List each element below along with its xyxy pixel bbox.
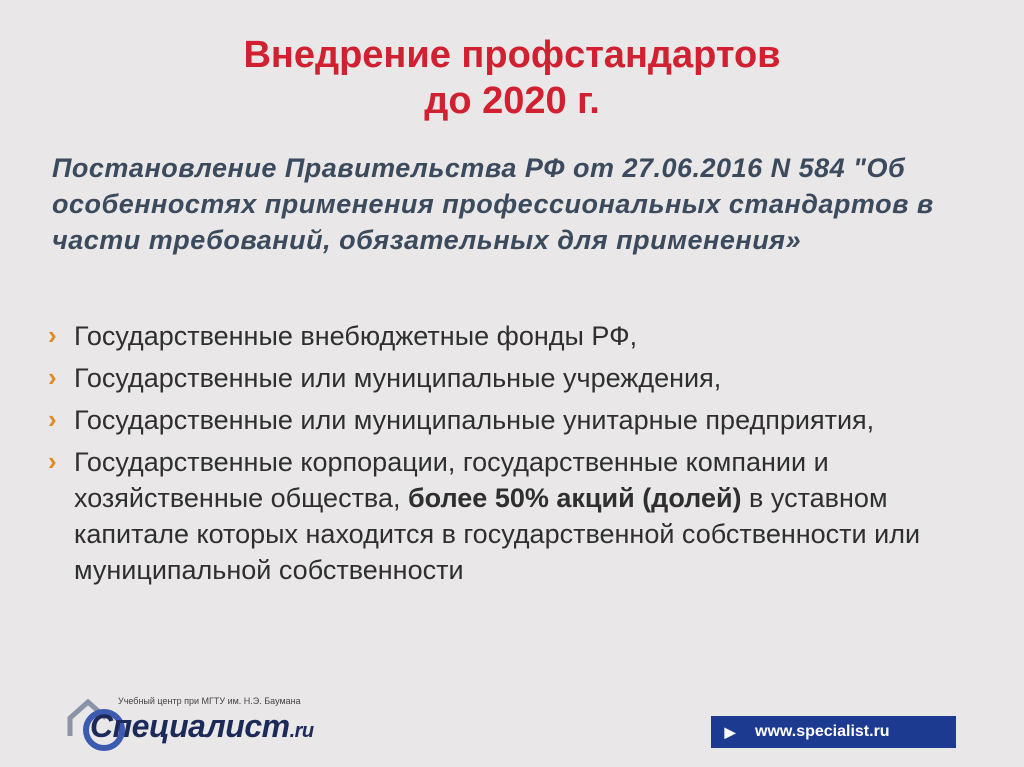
list-item-text: Государственные или муниципальные учреждения, bbox=[74, 363, 722, 393]
chevron-bullet-icon: › bbox=[48, 446, 57, 476]
chevron-bullet-icon: › bbox=[48, 320, 57, 350]
list-item bbox=[48, 318, 988, 354]
slide-title bbox=[0, 32, 1024, 124]
title-line-1: Внедрение профстандартов bbox=[243, 34, 781, 76]
specialist-logo bbox=[66, 688, 314, 752]
chevron-bullet-icon: › bbox=[48, 404, 57, 434]
list-item bbox=[48, 402, 988, 438]
list-item-text-part-a: Государственные корпорации, государственные компании и хозяйственные общества, bbox=[74, 447, 829, 513]
chevron-bullet-icon: › bbox=[48, 362, 57, 392]
bullet-list bbox=[48, 318, 988, 594]
list-item bbox=[48, 444, 988, 588]
footer-website-bar[interactable] bbox=[711, 716, 956, 748]
logo-wordmark bbox=[90, 708, 314, 745]
list-item-text: Государственные внебюджетные фонды РФ, bbox=[74, 321, 638, 351]
logo-main-text: Специалист bbox=[90, 708, 290, 744]
footer-url[interactable]: www.specialist.ru bbox=[755, 723, 890, 740]
list-item-bold-text: более 50% акций (долей) bbox=[408, 483, 742, 513]
logo-suffix: .ru bbox=[289, 720, 314, 742]
footer-arrow-icon: ▶ bbox=[724, 723, 736, 740]
list-item bbox=[48, 360, 988, 396]
logo-caption: Учебный центр при МГТУ им. Н.Э. Баумана bbox=[118, 696, 301, 706]
list-item-text: Государственные или муниципальные унитарные предприятия, bbox=[74, 405, 875, 435]
title-line-2: до 2020 г. bbox=[424, 80, 600, 122]
list-item-text-part-b: в уставном капитале которых находится в государственной собственности или муниципальной собственности bbox=[74, 483, 921, 585]
decree-subtitle: Постановление Правительства РФ от 27.06.2016 N 584 "Об особенностях применения профессиональных стандартов в части требований, обязательных для применения» bbox=[52, 153, 934, 255]
